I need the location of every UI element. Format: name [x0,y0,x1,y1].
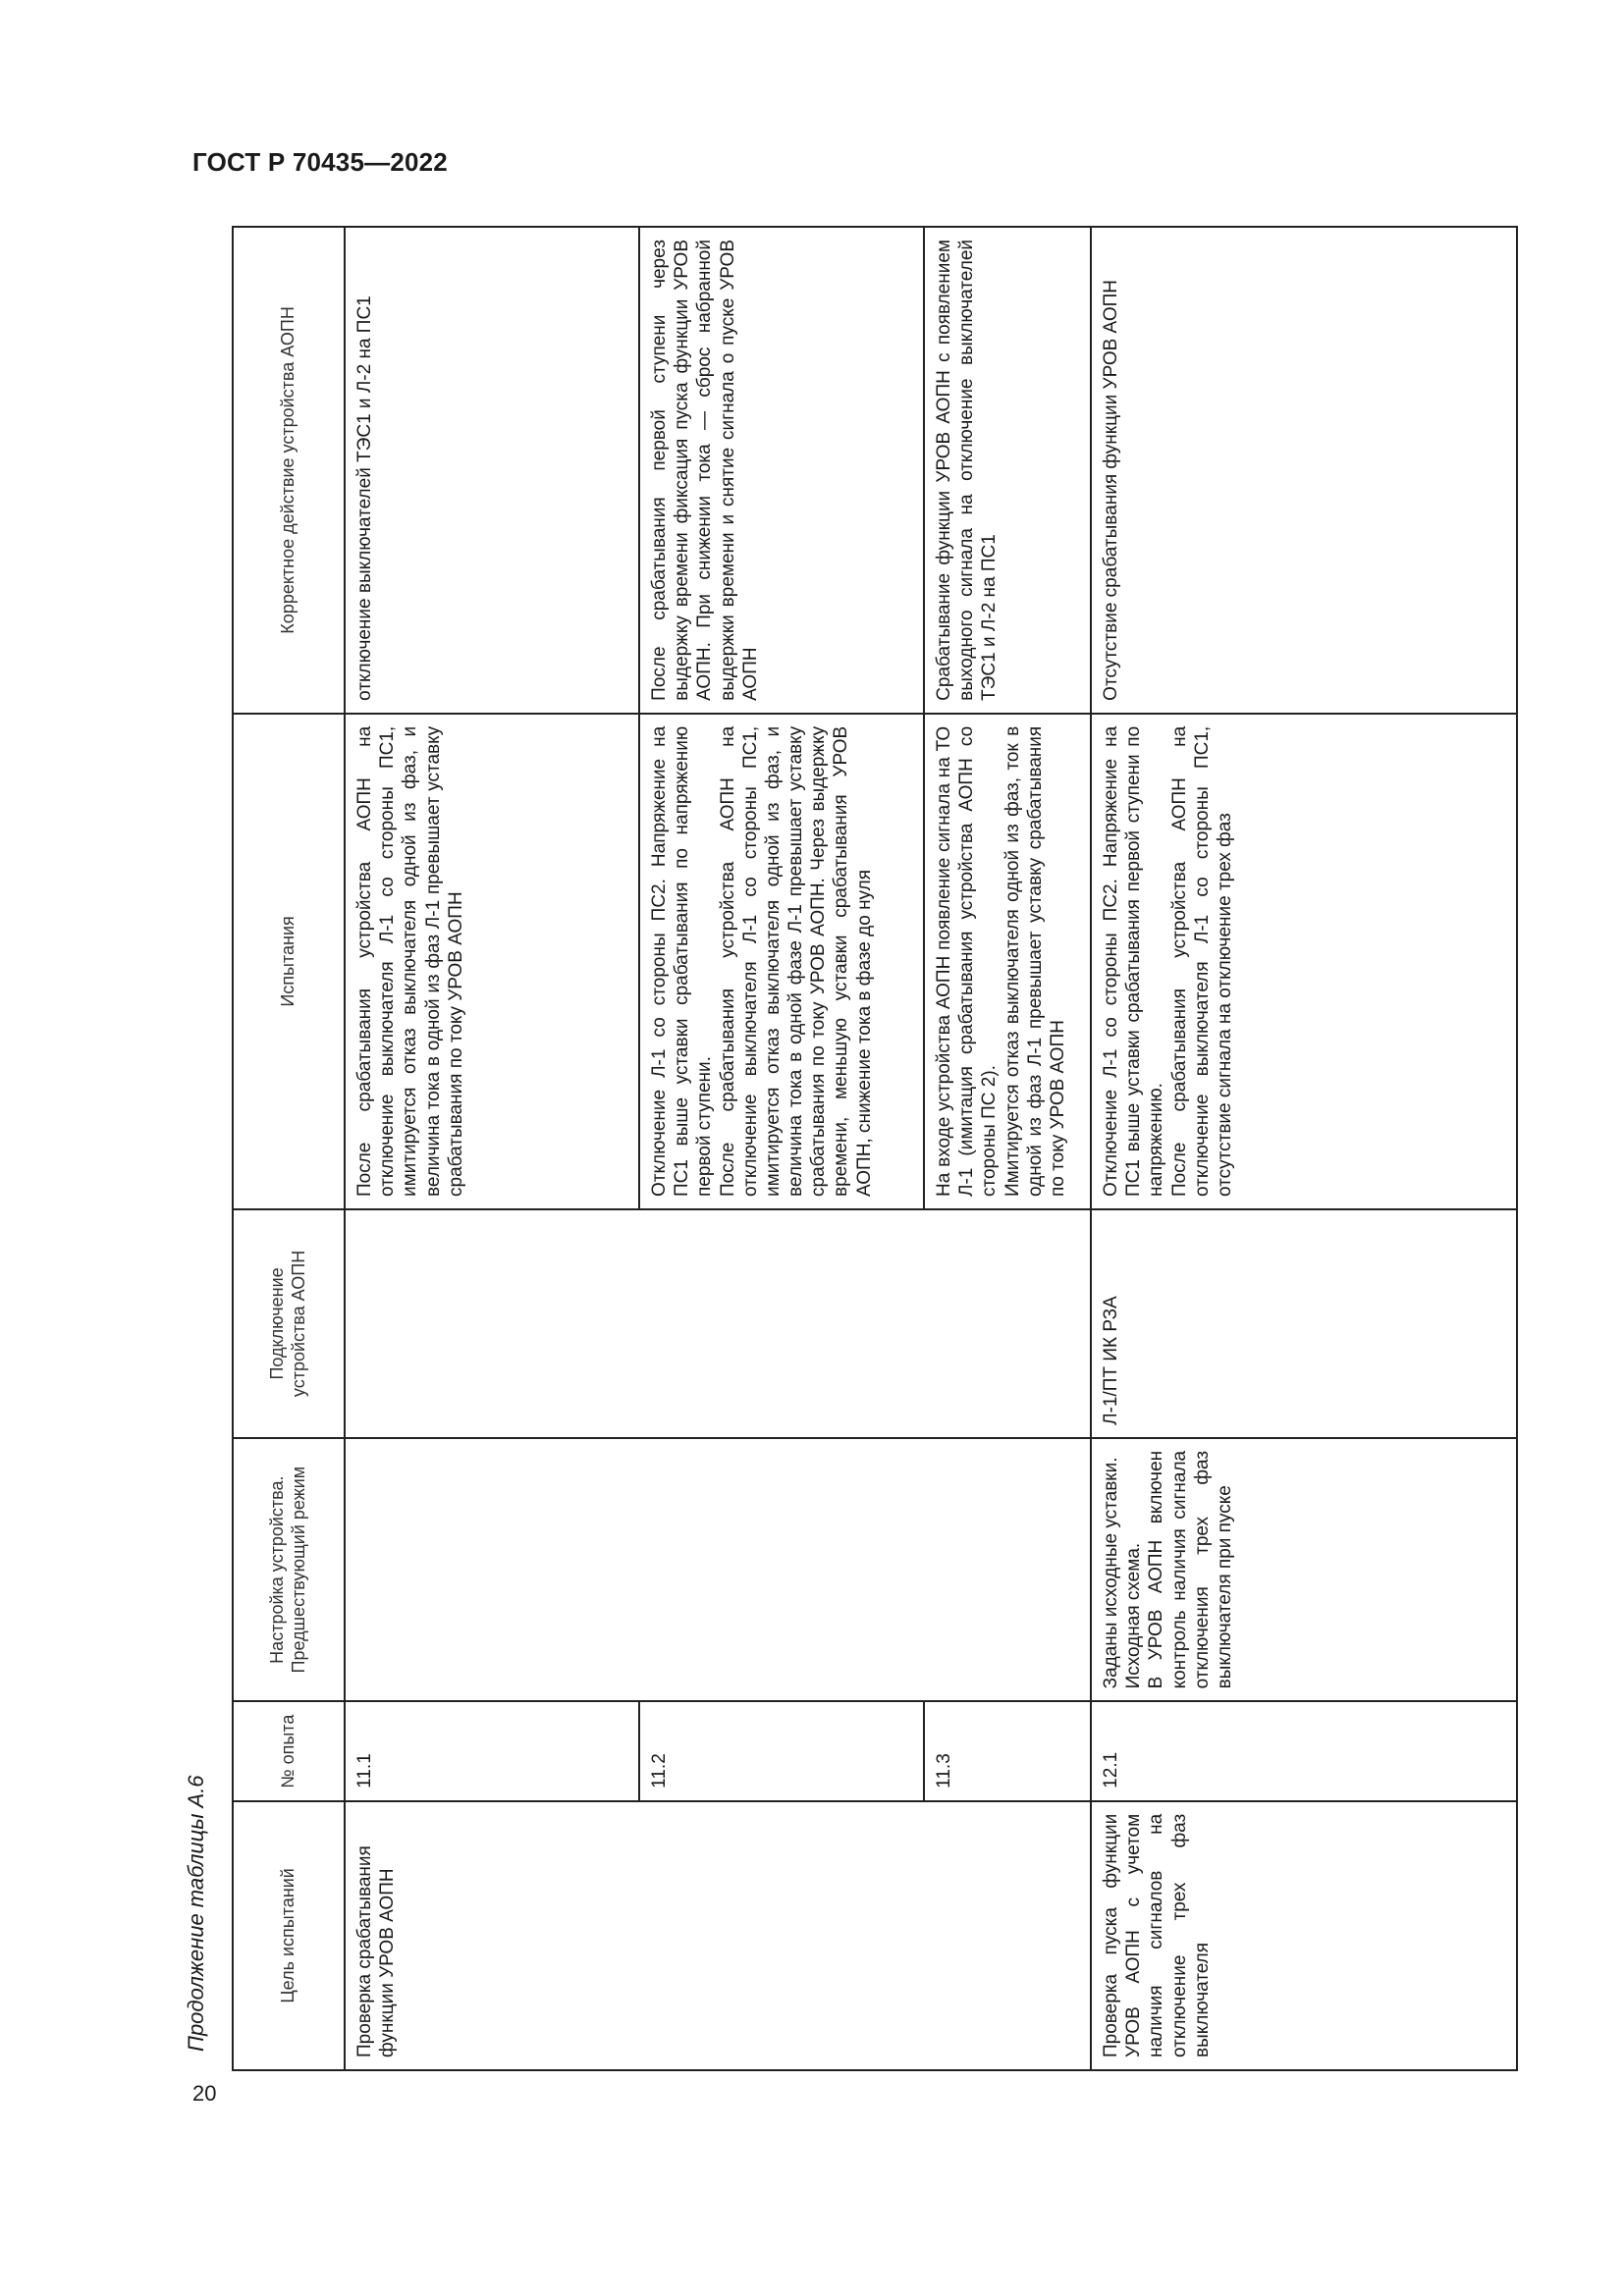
result-cell [1091,227,1517,714]
tests-text: Имитируется отказ выключателя одной из фаз, ток в одной из фаз Л-1 превышает уставку срабатывания по току УРОВ АОПН [1001,725,1068,1197]
tests-text: После срабатывания устройства АОПН на отключение выключателя Л-1 со стороны ПС1, имитируется отказ выключателя одной из фаз, и величина тока в одной фазе Л-1 превышает уставку срабатывания по току УРОВ АОПН. Через выдержку времени, меньшую уставки срабатывания УРОВ АОПН, снижение тока в фазе до нуля [717,725,875,1197]
header-result: Корректное действие устройства АОПН [233,227,345,714]
header-tests: Испытания [233,714,345,1209]
table-row [639,227,924,2070]
tests-text: На входе устройства АОПН появление сигнала на ТО Л-1 (имитация срабатывания устройства АОПН со стороны ПС 2). [934,725,1001,1197]
setup-cell [1091,1438,1517,1702]
tests-text: Отключение Л-1 со стороны ПС2. Напряжение на ПС1 выше уставки срабатывания по напряжению первой ступени. [649,725,716,1197]
result-text: отключение выключателей ТЭС1 и Л-2 на ПС1 [354,295,375,701]
tests-cell [345,714,639,1209]
table-row [345,227,639,2070]
test-number-cell: 11.1 [345,1701,639,1800]
result-text: После срабатывания первой ступени через выдержку времени фиксация пуска функции УРОВ АОПН. При снижении тока — сброс набранной выдержки времени и снятие сигнала о пуске УРОВ АОПН [649,240,761,701]
tests-cell [1091,714,1517,1209]
table-row [1091,227,1517,2070]
header-connection: Подключение устройства АОПН [233,1209,345,1438]
tests-table [232,226,1518,2071]
goal-cell: Проверка пуска функции УРОВ АОПН с учетом наличия сигналов на отключение трех фаз выключателя [1091,1801,1517,2070]
result-text: Срабатывание функции УРОВ АОПН с появлением выходного сигнала на отключение выключателей ТЭС1 и Л-2 на ПС1 [934,240,1001,701]
tests-text: После срабатывания устройства АОПН на отключение выключателя Л-1 со стороны ПС1, отсутствие сигнала на отключение трех фаз [1168,725,1235,1197]
connection-cell [345,1209,1091,1438]
result-cell [924,227,1091,714]
tests-text: После срабатывания устройства АОПН на отключение выключателя Л-1 со стороны ПС1, имитируется отказ выключателя одной из фаз, и величина тока в одной из фаз Л-1 превышает уставку срабатывания по току УРОВ АОПН [354,725,466,1197]
setup-text: Исходная схема. [1123,1542,1145,1689]
setup-cell [345,1438,1091,1702]
header-goal: Цель испытаний [233,1801,345,2070]
tests-text: Отключение Л-1 со стороны ПС2. Напряжение на ПС1 выше уставки срабатывания первой ступени по напряжению. [1101,725,1167,1197]
caption-container [177,1119,216,2052]
setup-text: Заданы исходные уставки. [1101,1457,1121,1689]
result-text: Отсутствие срабатывания функции УРОВ АОПН [1101,280,1121,701]
header-setup: Настройка устройства. Предшествующий режим [233,1438,345,1702]
tests-cell [924,714,1091,1209]
table-header-row [233,227,345,2070]
tests-cell [639,714,924,1209]
test-number-cell: 11.3 [924,1701,1091,1800]
document-code: ГОСТ Р 70435—2022 [192,147,448,177]
header-test-number: № опыта [233,1701,345,1800]
setup-text: В УРОВ АОПН включен контроль наличия сигнала отключения трех фаз выключателя при пуске [1146,1450,1235,1689]
result-cell [345,227,639,714]
page-number: 20 [192,2081,217,2106]
test-number-cell: 11.2 [639,1701,924,1800]
result-cell [639,227,924,714]
test-number-cell: 12.1 [1091,1701,1517,1800]
table-row [924,227,1091,2070]
goal-cell: Проверка срабатывания функции УРОВ АОПН [345,1801,1091,2070]
connection-cell: Л-1/ПТ ИК РЗА [1091,1209,1517,1438]
rotated-table-container [232,226,1518,2071]
table-caption: Продолжение таблицы А.6 [184,1775,208,2052]
